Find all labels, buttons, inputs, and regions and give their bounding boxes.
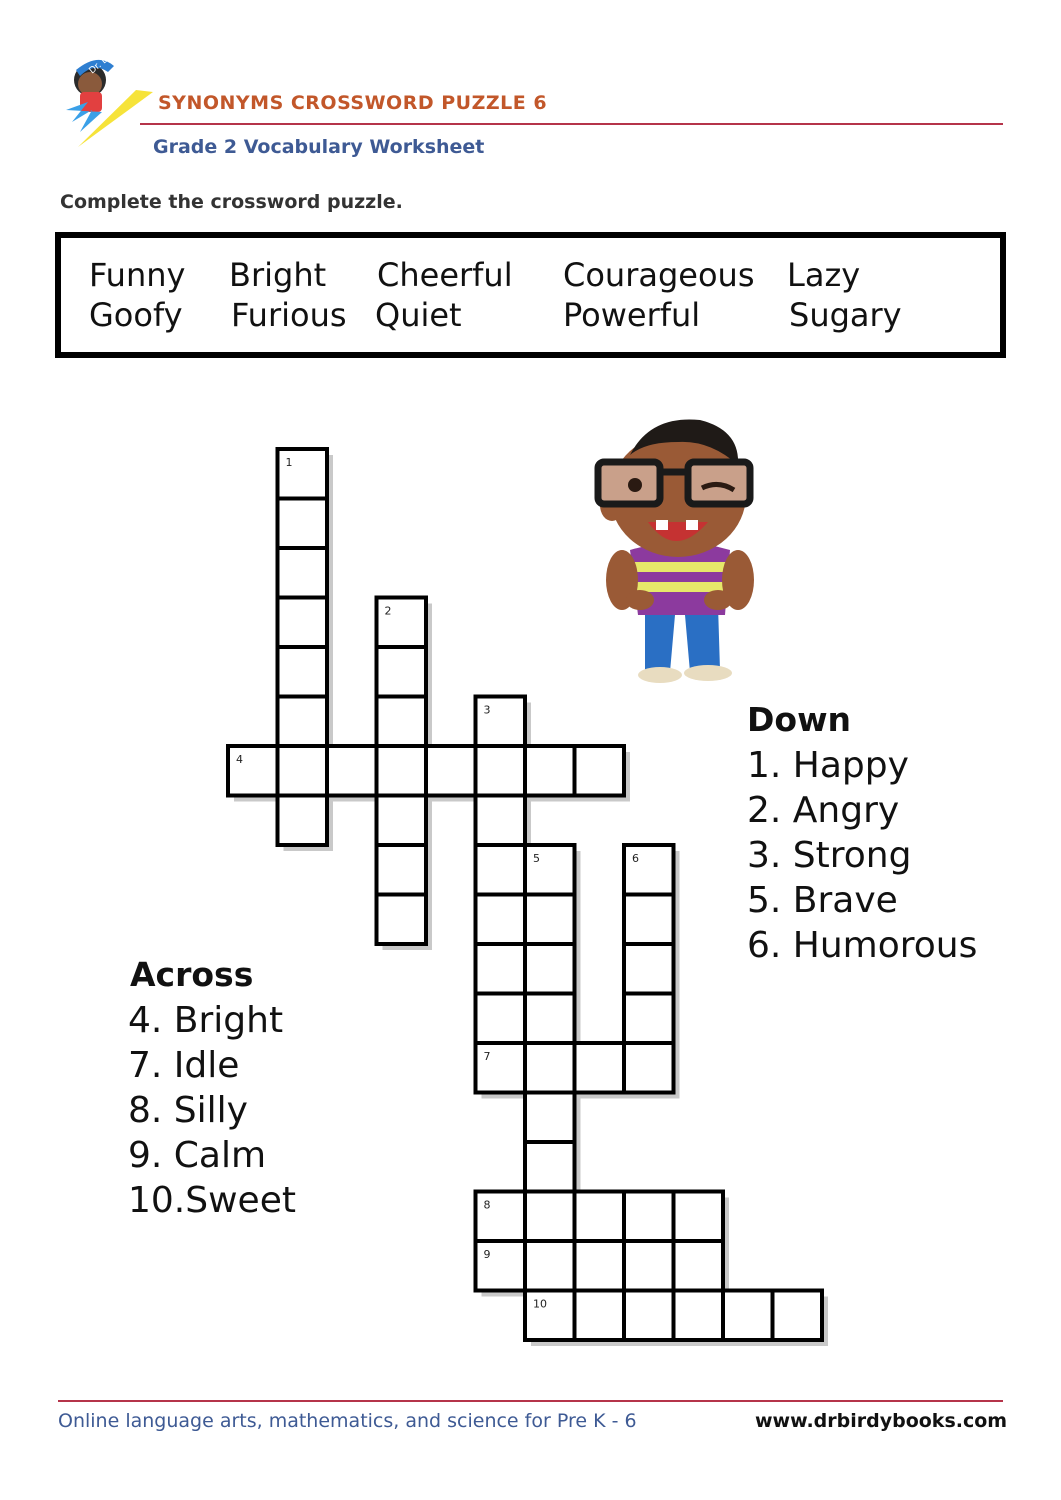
clue-number-7: 7: [483, 1050, 491, 1063]
word-bank-word: Quiet: [375, 296, 462, 334]
crossword-cell[interactable]: [476, 944, 526, 994]
footer-website-link[interactable]: www.drbirdybooks.com: [755, 1410, 1008, 1432]
crossword-cell[interactable]: [278, 598, 328, 648]
crossword-cell[interactable]: [278, 499, 328, 549]
clue-number-6: 6: [632, 852, 639, 865]
down-clue: 5. Brave: [747, 880, 898, 921]
boy-illustration: [590, 410, 765, 685]
down-clue: 6. Humorous: [747, 925, 978, 966]
crossword-cell[interactable]: [525, 895, 575, 945]
clue-number-1: 1: [285, 456, 293, 469]
crossword-cell[interactable]: [278, 647, 328, 697]
crossword-cell[interactable]: [476, 994, 526, 1044]
crossword-cell[interactable]: [377, 796, 427, 846]
crossword-cell[interactable]: [575, 1291, 625, 1341]
crossword-cell[interactable]: [278, 746, 328, 796]
clue-number-4: 4: [236, 753, 243, 766]
word-bank-word: Powerful: [563, 296, 701, 334]
down-heading: Down: [747, 700, 852, 739]
crossword-cell[interactable]: [525, 944, 575, 994]
crossword-cell[interactable]: [525, 1241, 575, 1291]
down-clue: 1. Happy: [747, 745, 909, 786]
crossword-cell[interactable]: [575, 746, 625, 796]
crossword-cell[interactable]: [575, 1241, 625, 1291]
crossword-cell[interactable]: [525, 1043, 575, 1093]
down-clue: 2. Angry: [747, 790, 900, 831]
across-clue: 9. Calm: [128, 1135, 267, 1176]
crossword-cell[interactable]: [525, 994, 575, 1044]
instruction-text: Complete the crossword puzzle.: [60, 191, 403, 213]
crossword-cell[interactable]: [377, 895, 427, 945]
crossword-cell[interactable]: [476, 746, 526, 796]
word-bank-word: Cheerful: [377, 256, 513, 294]
svg-text:Dr. Birdy Books: Dr. Birdy Books: [87, 24, 147, 77]
clue-number-5: 5: [533, 852, 540, 865]
crossword-cell[interactable]: [525, 1093, 575, 1143]
crossword-cell[interactable]: [476, 845, 526, 895]
word-bank-word: Goofy: [89, 296, 183, 334]
word-bank-word: Courageous: [563, 256, 755, 294]
footer-tagline: Online language arts, mathematics, and science for Pre K - 6: [58, 1410, 637, 1432]
crossword-cell[interactable]: [624, 1291, 674, 1341]
crossword-cell[interactable]: [624, 895, 674, 945]
word-bank-word: Furious: [231, 296, 347, 334]
crossword-cell[interactable]: [278, 548, 328, 598]
footer-divider: [58, 1400, 1003, 1402]
down-clue: 3. Strong: [747, 835, 912, 876]
across-clue: 10.Sweet: [128, 1180, 296, 1221]
clue-number-10: 10: [533, 1297, 547, 1311]
word-bank-word: Funny: [89, 256, 186, 294]
crossword-cell[interactable]: [624, 1241, 674, 1291]
crossword-cell[interactable]: [624, 944, 674, 994]
worksheet-title: SYNONYMS CROSSWORD PUZZLE 6: [158, 92, 548, 114]
across-clue: 7. Idle: [128, 1045, 240, 1086]
crossword-cell[interactable]: [525, 1192, 575, 1242]
crossword-cell[interactable]: [674, 1192, 724, 1242]
crossword-cell[interactable]: [624, 1192, 674, 1242]
across-clue: 4. Bright: [128, 1000, 284, 1041]
crossword-cell[interactable]: [377, 845, 427, 895]
worksheet-subtitle: Grade 2 Vocabulary Worksheet: [153, 136, 485, 158]
crossword-cell[interactable]: [377, 647, 427, 697]
crossword-cell[interactable]: [377, 746, 427, 796]
clue-number-2: 2: [384, 604, 392, 618]
clue-number-8: 8: [483, 1198, 491, 1212]
word-bank-word: Bright: [229, 256, 327, 294]
crossword-cell[interactable]: [674, 1291, 724, 1341]
across-clue: 8. Silly: [128, 1090, 248, 1131]
crossword-cell[interactable]: [476, 895, 526, 945]
crossword-cell[interactable]: [278, 697, 328, 747]
crossword-cell[interactable]: [624, 1043, 674, 1093]
crossword-cell[interactable]: [377, 697, 427, 747]
crossword-cell[interactable]: [426, 746, 476, 796]
crossword-cell[interactable]: [723, 1291, 773, 1341]
clue-number-9: 9: [483, 1248, 491, 1261]
across-heading: Across: [130, 955, 254, 994]
crossword-cell[interactable]: [327, 746, 377, 796]
crossword-cell[interactable]: [525, 746, 575, 796]
clue-number-3: 3: [483, 703, 491, 717]
crossword-cell[interactable]: [624, 994, 674, 1044]
crossword-cell[interactable]: [674, 1241, 724, 1291]
crossword-cell[interactable]: [525, 1142, 575, 1192]
word-bank-word: Lazy: [787, 256, 861, 294]
crossword-cell[interactable]: [476, 796, 526, 846]
crossword-cell[interactable]: [575, 1043, 625, 1093]
crossword-cell[interactable]: [773, 1291, 823, 1341]
crossword-cell[interactable]: [575, 1192, 625, 1242]
crossword-cell[interactable]: [278, 796, 328, 846]
word-bank-word: Sugary: [789, 296, 902, 334]
